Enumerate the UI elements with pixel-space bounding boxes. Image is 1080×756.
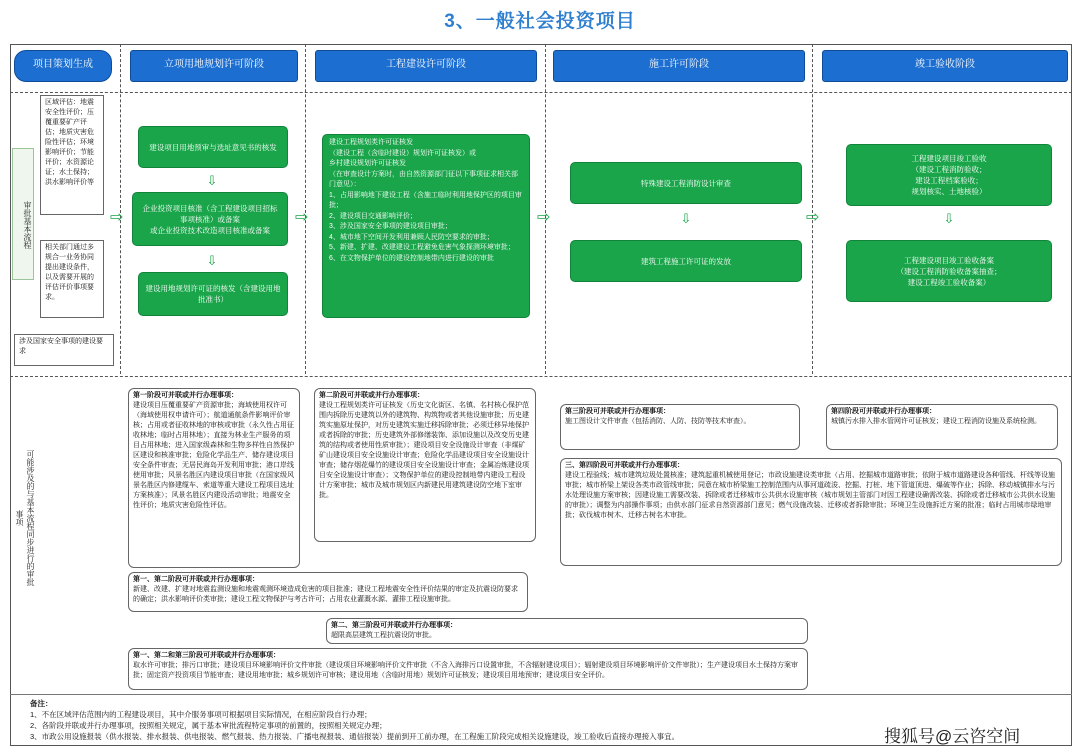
footer-note-2: 2、各阶段并联或并行办理事项，按照相关规定，属于基本审批流程特定事项的前置的，按照相关规定办理； (30, 721, 387, 730)
parallel-stage23-body: 超限高层建筑工程抗震设防审批。 (331, 632, 436, 639)
parallel-stage123-box (128, 648, 808, 690)
parallel-stage2-body: 建设工程规划类许可证核发（历史文化街区、名镇、名村核心保护范围内拆除历史建筑以外的建筑物、构筑物或者其他设施审批；历史建筑实施原址保护，对历史建筑实施迁移拆除审批；必须迁移异地保护或者拆除的审批；历史建筑外部修缮装饰、添加设施以及改变历史建筑的结构或者使用性质审批）；建设项目安全设施设计审查（非煤矿矿山建设项目安全设施设计审查；危险化学品建设项目安全设施设计审查；储存烟花爆竹的建设项目安全设施设计审查；金属冶炼建设项目安全设施设计审查）；文物保护单位的建设控制地带内建设工程设计方案审批；城市及城市规划区内新建民用建筑建设防空地下室审批。 (319, 402, 529, 499)
s1-land-planning-permit-box: 建设用地规划许可证的核发（含建设用地批准书） (138, 272, 288, 316)
parallel-stage34-title: 三、第四阶段可并联或并行办理事项： (565, 462, 684, 469)
row-divider (10, 376, 1072, 377)
flow-arrow-right-icon: ⇨ (295, 209, 309, 226)
s1-site-selection-box: 建设项目用地预审与选址意见书的核发 (138, 126, 288, 168)
parallel-stage3-box (560, 404, 800, 450)
parallel-stage3-title: 第三阶段可并联或并行办理事项： (565, 408, 670, 415)
footer-notes (30, 698, 930, 742)
parallel-stage4-title: 第四阶段可并联或并行办理事项： (831, 408, 936, 415)
flow-arrow-down-icon: ⇩ (680, 211, 692, 226)
flow-arrow-right-icon: ⇨ (806, 209, 820, 226)
stage-header-construction-permit: 工程建设许可阶段 (315, 50, 537, 82)
parallel-stage4-body: 城镇污水排入排水管网许可证核发；建设工程消防设施及系统检测。 (831, 418, 1041, 425)
parallel-stage1-box (128, 388, 300, 568)
flow-arrow-right-icon: ⇨ (537, 209, 551, 226)
watermark: 搜狐号@云咨空间 (884, 727, 1021, 746)
s4-completion-filing-box: 工程建设项目竣工验收备案 （建设工程消防验收备案抽查； 建设工程竣工验收备案） (846, 240, 1052, 302)
row-divider (10, 694, 1072, 695)
parallel-stage34-box (560, 458, 1062, 566)
parallel-stage12-title: 第一、第二阶段可并联或并行办理事项： (133, 576, 259, 583)
s1-project-approval-box: 企业投资项目核准（含工程建设项目招标事项核准）或备案 或企业投资技术改造项目核准或备案 (132, 192, 288, 246)
flow-arrow-down-icon: ⇩ (206, 173, 218, 188)
parallel-stage123-title: 第一、第二和第三阶段可并联或并行办理事项： (133, 652, 280, 659)
parallel-stage2-box (314, 388, 536, 542)
side-label-approval: 审批基本流程 (12, 148, 34, 280)
stage-header-planning: 项目策划生成 (14, 50, 112, 82)
stage-header-acceptance: 竣工验收阶段 (822, 50, 1068, 82)
s4-completion-acceptance-box: 工程建设项目竣工验收 （建设工程消防验收； 建设工程档案验收； 规划核实、土地核验） (846, 144, 1052, 206)
regional-evaluation-box: 区域评估：地震安全性评价；压覆重要矿产评估；地质灾害危险性评估；环境影响评价；节能评价；水资源论证；水土保持；洪水影响评价等 (40, 95, 104, 215)
footer-note-1: 1、不在区域评估范围内的工程建设项目，其中介服务事项可根据项目实际情况，在相应阶段自行办理； (30, 710, 372, 719)
s3-construction-permit-box: 建筑工程施工许可证的发放 (570, 240, 802, 282)
flow-arrow-down-icon: ⇩ (943, 211, 955, 226)
stage-header-land: 立项用地规划许可阶段 (130, 50, 298, 82)
side-label-parallel: 可能涉及的与基本流程同步进行的审批事项 (15, 450, 35, 586)
parallel-stage23-title: 第二、第三阶段可并联或并行办理事项： (331, 622, 457, 629)
row-divider (10, 92, 1072, 93)
s2-planning-permit-box: 建设工程规划类许可证核发 （建设工程（含临时建设）规划许可证核发）或 乡村建设规划许可证核发 （在审查设计方案时，由自然资源部门征以下事项征求相关部门意见）： 1、占用影响地下建设工程（含施工临时利用地保护区的项目审批； 2、建设项目交通影响评价； 3、涉及国家安全事项的建设项目审批； 4、城市地下空间开发利用兼顾人民防空要求的审批； 5、新建、扩建、改建建设工程避免危害气象探测环境审批； 6、在文物保护单位的建设控制地带内进行建设的审批 (322, 134, 530, 318)
footer-note-3: 3、市政公用设施报装（供水报装、排水报装、供电报装、燃气报装、热力报装、广播电视报装、通信报装）提前到开工前办理，在工程施工阶段完成相关设施建设，竣工验收后直接办理接入事宜。 (30, 732, 680, 741)
parallel-stage4-box (826, 404, 1058, 450)
parallel-stage34-body: 建设工程验线；城市建筑垃圾处置核准；建筑起重机械使用登记；市政设施建设类审批（占用、挖掘城市道路审批；依附于城市道路建设各种管线、杆线等设施审批；城市桥梁上架设各类市政管线审批；同意在城市桥梁施工控制范围内从事河道疏浚、挖掘、打桩、地下管道顶进、爆破等作业；拆除、移动城镇排水与污水处理设施方案审核；因建设施工需要改装、拆除或者迁移城市公共供水设施审核（城市规划主管部门对因工程建设确需改装、拆除或者迁移城市公共供水设施的审批）；调整为内部操作事项；由供水部门征求自然资源部门意见；燃气设施改装、迁移或者拆除审批；环境卫生设施拆迁方案的批准；临时占用城市绿地审批；砍伐城市树木、迁移古树名木审批。 (565, 472, 1055, 519)
s3-fire-design-review-box: 特殊建设工程消防设计审查 (570, 162, 802, 204)
stage-header-build-permit: 施工许可阶段 (553, 50, 805, 82)
parallel-stage23-box (326, 618, 808, 644)
parallel-stage1-title: 第一阶段可并联或并行办理事项： (133, 392, 238, 399)
parallel-stage12-box (128, 572, 528, 612)
parallel-stage3-body: 施工图设计文件审查（包括消防、人防、技防等技术审查）。 (565, 418, 751, 425)
footer-heading: 备注： (30, 699, 53, 708)
flow-arrow-down-icon: ⇩ (206, 253, 218, 268)
parallel-stage1-body: 建设项目压覆重要矿产资源审批；海域使用权许可（海域使用权申请许可）；航道通航条件影响评价审核；占用或者征收林地的审核或审批（永久性占用征收林地；临时占用林地）；直接为林业生产服务的项目占用林地；进入国家级森林和生物多样性自然保护区建设和核准审批；危险化学品生产、储存建设项目安全条件审查；无居民海岛开发利用审批；港口岸线使用审批；风景名胜区内建设项目审批（在国家级风景名胜区内修建缆车、索道等重大建设工程项目选址方案核准）；风景名胜区内建设活动审批；地震安全性评价；地质灾害危险性评估。 (133, 402, 294, 509)
page-title: 3、一般社会投资项目 (444, 11, 636, 32)
parallel-stage123-body: 取水许可审批；排污口审批；建设项目环境影响评价文件审批（建设项目环境影响评价文件审批（不含入海排污口设置审批，不含辐射建设项目）；辐射建设项目环境影响评价文件审批）；生产建设项目水土保持方案审批；固定资产投资项目节能审查；建设用地审批；城乡规划许可审核；建设用地（含临时用地）规划许可证核发；建设项目用地预审；建设项目安全评价。 (133, 662, 798, 679)
flow-arrow-right-icon: ⇨ (110, 209, 124, 226)
national-security-box: 涉及国家安全事项的建设要求 (14, 334, 114, 366)
department-requirements-box: 相关部门通过多规合一业务协同提出建设条件，以及需要开展的评估评价事项要求。 (40, 240, 104, 318)
parallel-stage2-title: 第二阶段可并联或并行办理事项： (319, 392, 424, 399)
parallel-stage12-body: 新建、改建、扩建对地震监测设施和地震观测环境造成危害的项目批准；建设工程地震安全性评价结果的审定及抗震设防要求的确定；洪水影响评价类审批；建设工程文物保护与考古许可；占用农业灌溉水源、灌排工程设施审批。 (133, 586, 518, 603)
